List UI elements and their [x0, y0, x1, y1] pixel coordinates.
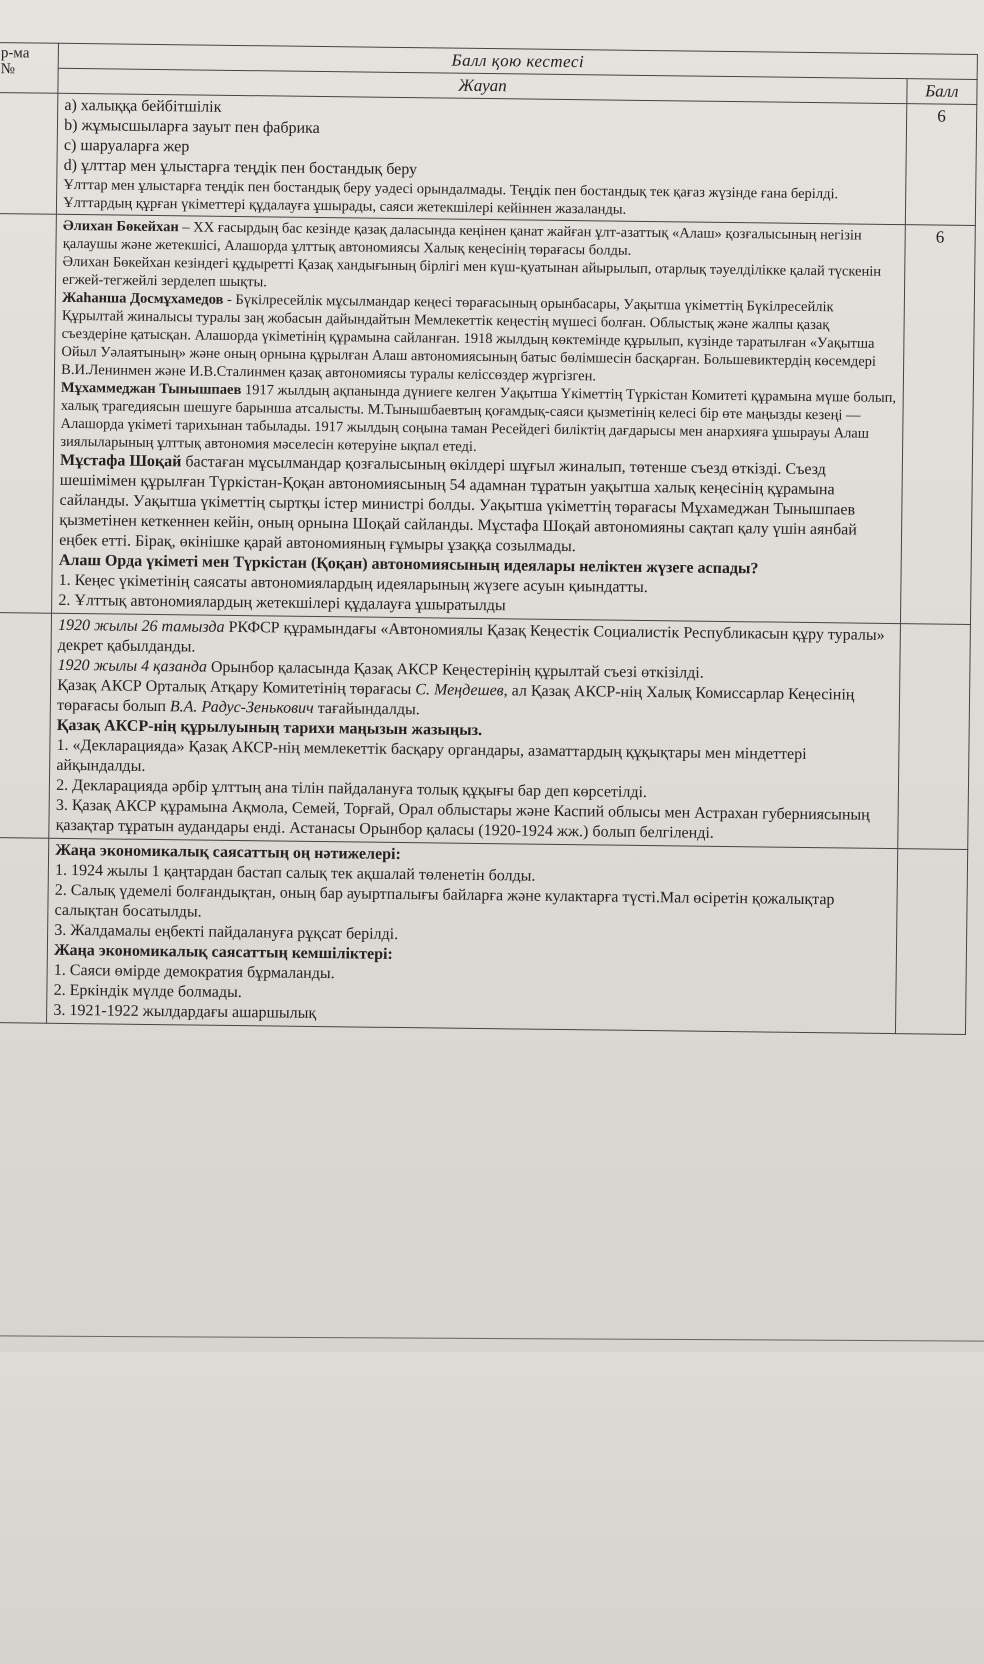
paragraph-text: – XX ғасырдың бас кезінде қазақ даласында кеңінен қанат жайған ұлт-азаттық «Алаш» қозғалысының негізін қалаушы және жетекшісі, Алашорда ұлттық автономиясы Халық кеңесінің төрағасы болды.: [62, 219, 862, 259]
answer-cell: [52, 214, 905, 623]
task-number-header: [0, 43, 59, 94]
answer-line: 2. Декларацияда әрбір ұлттың ана тілін пайдалануға толық құқығы бар деп көрсетілді.: [56, 776, 648, 802]
score-value: [898, 624, 971, 850]
table-row: [0, 213, 975, 624]
table-title: Балл қою кестесі: [58, 43, 977, 79]
paragraph-text: 1917 жылдың ақпанында дүниеге келген Уақытша Үкіметтің Түркістан Комитеті құрамына мүше болып, халық трагедиясын шешуге барынша атсалысты. М.Тынышбаевтың қоғамдық-саяси қызметінің келесі бір өте маңызды кезеңі — Алашорда үкіметі тарихынан табылады. 1917 жылдың соңына таман Ресейдегі биліктің дағдарысы мен анархияға ұшырауы Алаш зиялыларының ұлттық автономия мәселесін көтеруіне ықпал етеді.: [60, 382, 897, 455]
task-number-cell: [0, 213, 57, 613]
answer-line: 1. Кеңес үкіметінің саясаты автономиялардың идеяларының жүзеге асуын қиындатты.: [58, 571, 648, 597]
person-name: В.А. Радус-Зенькович: [169, 698, 314, 717]
table-row: [0, 837, 968, 1034]
answer-line: 1. 1924 жылы 1 қаңтардан бастап салық тек ақшалай төленетін болды.: [54, 861, 536, 885]
person-name: Мұхаммеджан Тынышпаев: [60, 379, 242, 399]
answer-line: а) халыққа бейбітшілік: [64, 96, 222, 116]
answer-line: 2. Ұлттық автономиялардың жетекшілері құдалауға ұшыратылды: [58, 591, 506, 615]
table-bottom-line: [0, 1335, 984, 1341]
score-value: 6: [905, 104, 977, 226]
paragraph-text: тағайындалды.: [313, 699, 420, 719]
person-name: С. Меңдешев: [415, 681, 504, 700]
score-value: 6: [900, 225, 975, 625]
paragraph-text: бастаған мұсылмандар қозғалысының өкілдері шұғыл жиналып, төтенше съезд өткізді. Съезд шешімімен құрылған Түркістан-Қоқан автономиясының 54 адамнан тұратын уақытша халық кеңесінің құрамына сайланды. Уақытша үкіметтің сыртқы істер министрі болды. Уақытша үкіметтің төрағасы Мұхамеджан Тынышпаев қызметінен кеткеннен кейін, оның орнына Шоқай сайланды. Мұстафа Шоқай автономияны сақтап қалу үшін аянбай еңбек етті. Бірақ, өкінішке қарай автономияның ғұмыры ұзаққа созылмады.: [59, 453, 857, 556]
answer-line: 2. Салық үдемелі болғандықтан, оның бар ауыртпалығы байларға және кулактарға түсті.Мал өсіретін қожалықтар салықтан босатылды.: [54, 881, 835, 921]
answer-cell: [57, 93, 907, 224]
answer-line: Ұлттар мен ұлыстарға теңдік пен бостандық беру уәдесі орындалмады. Теңдік пен бостандық тек қағаз жүзінде ғана берілді. Ұлттардың құрған үкіметтері құдалауға ұшырады, саяси жетекшілері кейіннен жазаланды.: [63, 176, 839, 218]
paragraph-text: Орынбор қаласында Қазақ АКСР Кеңестерінің құрылтай съезі өткізілді.: [206, 658, 704, 682]
table-row: [0, 93, 977, 226]
person-name: Жаһанша Досмұхамедов: [61, 289, 224, 308]
page-lower-area: [0, 1352, 984, 1664]
date-text: 1920 жылы 4 қазанда: [57, 656, 207, 676]
answer-line: 2. Еркіндік мүлде болмады.: [53, 981, 242, 1002]
question-text: Алаш Орда үкіметі мен Түркістан (Қоқан) автономиясының идеялары неліктен жүзеге аспады?: [58, 551, 759, 578]
answer-line: d) ұлттар мен ұлыстарға теңдік пен бостандық беру: [63, 156, 418, 179]
answer-line: 3. Қазақ АКСР құрамына Ақмола, Семей, Торғай, Орал облыстары және Каспий облысы мен Астрахан губерниясының қазақтар тұратын аудандары енді. Астанасы Орынбор қаласы (1920-1924 жж.) болып белгіленді.: [55, 796, 870, 842]
heading-text: Қазақ АКСР-нің құрылуының тарихи маңызын жазыңыз.: [56, 716, 483, 740]
task-number-cell: [0, 93, 58, 215]
task-number-label: р-ма №: [0, 45, 30, 78]
date-text: 1920 жылы 26 тамызда: [57, 616, 225, 636]
answer-line: 3. 1921-1922 жылдардағы ашаршылық: [53, 1001, 317, 1023]
score-table: [0, 42, 978, 1035]
task-number-cell: [0, 612, 52, 838]
answer-line: 3. Жалдамалы еңбекті пайдалануға рұқсат берілді.: [54, 921, 399, 944]
paragraph-text: - Бүкілресейлік мұсылмандар кеңесі төрағасының орынбасары, Уақытша үкіметтің Бүкілресейлік Құрылтай жиналысы туралы заң жобасын дайындайтын Мемлекеттік кеңестің мүшесі болған. Облыстық және жалпы қазақ съездеріне қатысқан. Алашорда үкіметінің құрамына сайланған. 1918 жылдың көктемінде құрылып, күзінде таратылған «Уақытша Ойыл Уәлаятының» және оның орнына құрылған Алаш автономиясының батыс бөлімшесін басқарған. Большевиктердің көсемдері В.И.Ленинмен және И.В.Сталинмен қазақ автономиясы туралы келіссөздер жүргізген.: [61, 291, 877, 385]
answer-paragraph: Әлихан Бөкейхан кезіндегі құдыретті Қазақ хандығының бірлігі мен күш-қуатынан айырылып, отарлық тәуелділікке қалай түскенін егжей-тегжейлі зерделеп шықты.: [62, 253, 882, 291]
answer-cell: [49, 613, 900, 848]
task-number-cell: [0, 837, 49, 1023]
paragraph-text: РКФСР құрамындағы «Автономиялы Қазақ Кеңестік Социалистік Республикасын құру туралы» декрет қабылданды.: [57, 618, 885, 656]
answer-cell: [47, 838, 898, 1033]
answer-header: Жауап: [58, 68, 907, 103]
heading-text: Жаңа экономикалық саясаттың оң нәтижелері:: [55, 841, 401, 864]
paragraph-text: , ал Қазақ АКСР-нің Халық Комиссарлар Кеңесінің төрағасы болып: [57, 682, 855, 716]
score-header: Балл: [907, 79, 978, 105]
answer-line: 1. «Декларацияда» Қазақ АКСР-нің мемлекеттік басқару органдары, азаматтардың құқықтары мен міндеттері айқындалды.: [56, 736, 807, 775]
paragraph-text: Қазақ АКСР Орталық Атқару Комитетінің төрағасы: [57, 676, 416, 699]
answer-paragraph: [61, 289, 898, 389]
person-name: Мұстафа Шоқай: [59, 451, 182, 471]
answer-line: 1. Саяси өмірде демократия бұрмаланды.: [53, 961, 335, 983]
heading-text: Жаңа экономикалық саясаттың кемшіліктері:: [54, 941, 393, 963]
table-row: [0, 612, 970, 849]
answer-line: с) шаруаларға жер: [63, 136, 190, 156]
answer-paragraph: [60, 379, 896, 461]
score-value: [895, 849, 967, 1035]
answer-paragraph: [59, 451, 896, 561]
person-name: Әлихан Бөкейхан: [62, 217, 179, 236]
answer-line: b) жұмысшыларға зауыт пен фабрика: [64, 116, 320, 137]
